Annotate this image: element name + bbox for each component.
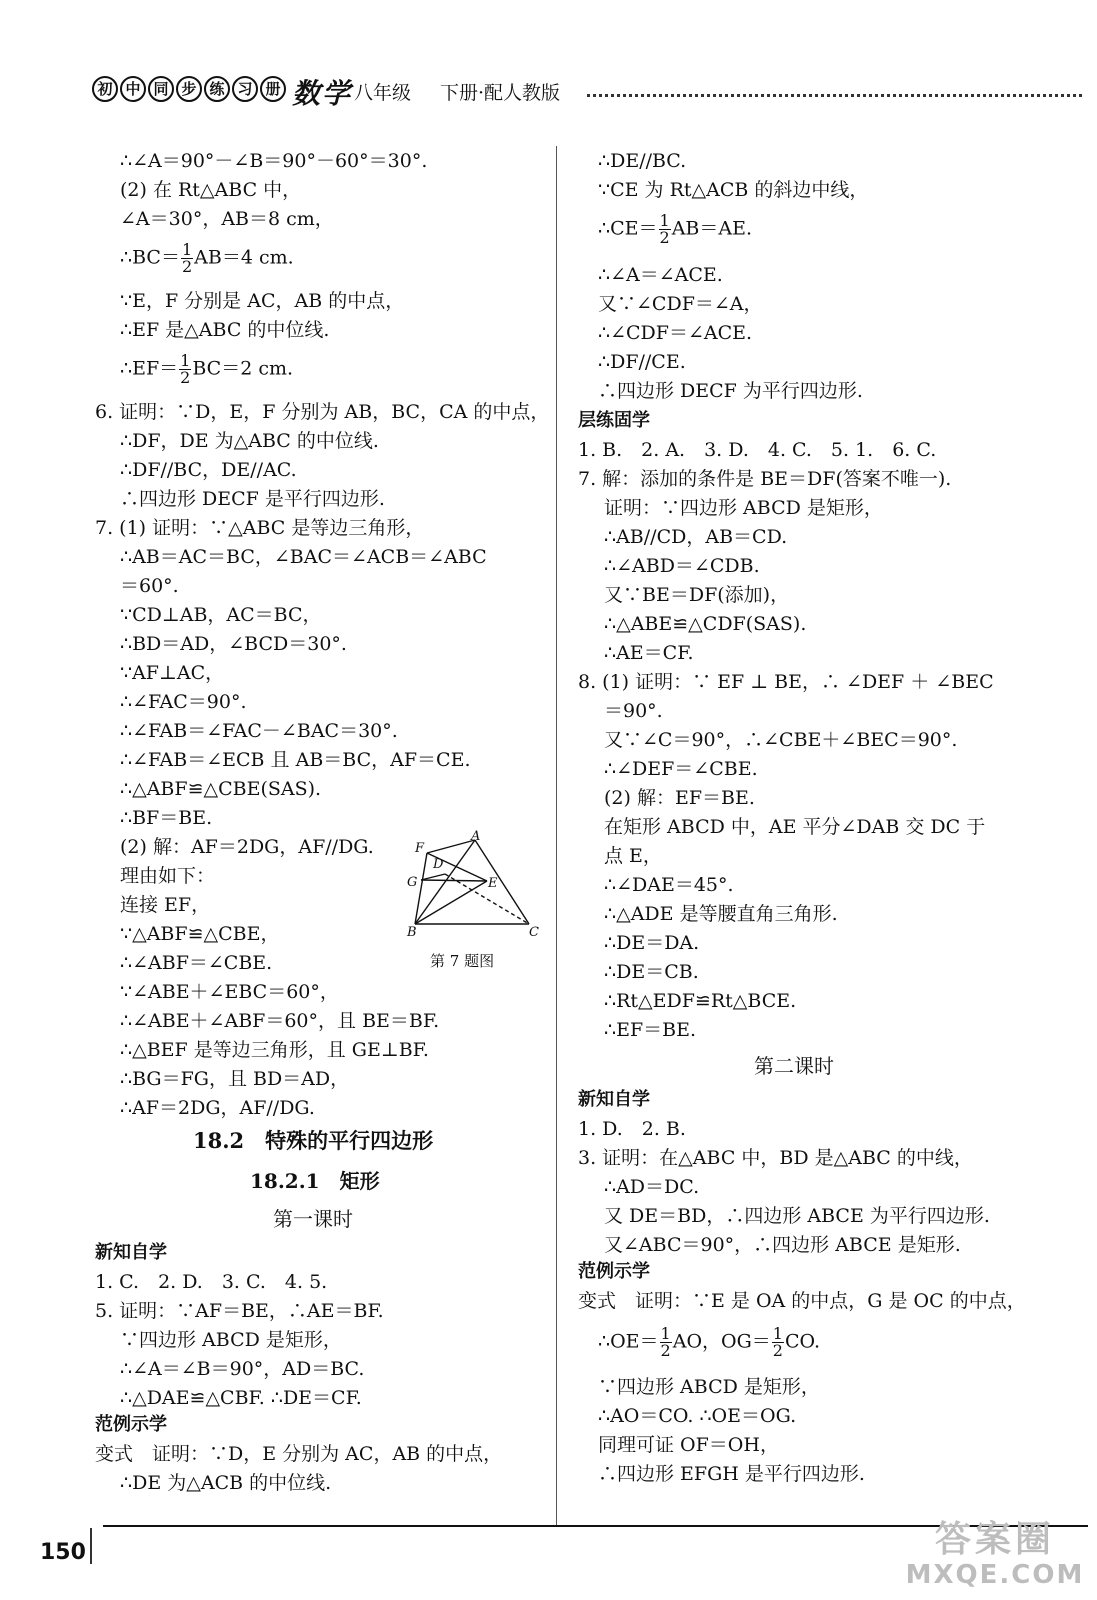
- page-header: [92, 74, 1082, 110]
- watermark-text: 答案圈: [934, 1519, 1055, 1560]
- triangle-diagram: [405, 830, 545, 945]
- text-line: 变式 证明：∵E 是 OA 的中点，G 是 OC 的中点，: [578, 1290, 1026, 1312]
- text-line: ∴DE//BC.: [598, 150, 687, 172]
- text-segment: ∴EF＝: [120, 357, 179, 380]
- text-line: 7. 解：添加的条件是 BE＝DF(答案不唯一).: [578, 468, 952, 490]
- watermark-logo: [905, 1520, 1085, 1598]
- text-line: ∵四边形 ABCD 是矩形，: [120, 1329, 342, 1351]
- denominator: 2: [180, 368, 191, 387]
- page-number: 150: [40, 1540, 86, 1565]
- lesson-title: 第二课时: [754, 1054, 834, 1078]
- series-title: [92, 76, 286, 102]
- text-line: ∴∠ABD＝∠CDB.: [604, 555, 760, 577]
- text-line: 又∵∠C＝90°，∴∠CBE＋∠BEC＝90°.: [604, 729, 958, 751]
- numerator: 1: [772, 1324, 783, 1343]
- text-line: ∴△ADE 是等腰直角三角形.: [604, 903, 838, 925]
- text-line: ∴AD＝DC.: [604, 1176, 700, 1198]
- text-segment: CO.: [784, 1330, 821, 1353]
- text-segment: ∴BC＝: [120, 246, 180, 269]
- text-line: ∴BD＝AD，∠BCD＝30°.: [120, 633, 347, 655]
- text-line: 证明：∵四边形 ABCD 是矩形，: [604, 497, 883, 519]
- header-dotted-rule: [587, 94, 1082, 97]
- text-line: ∴∠FAB＝∠ECB 且 AB＝BC，AF＝CE.: [120, 749, 471, 771]
- series-char: 同: [148, 76, 174, 102]
- text-line: ∵CD⊥AB，AC＝BC，: [120, 604, 322, 626]
- text-segment: BC＝2 cm.: [192, 357, 294, 380]
- text-line: ∴∠ABF＝∠CBE.: [120, 952, 273, 974]
- fraction: [181, 242, 193, 275]
- text-line: ∴DF//BC，DE//AC.: [120, 459, 297, 481]
- text-line: ∴AF＝2DG，AF//DG.: [120, 1097, 315, 1119]
- text-line: ∴Rt△EDF≌Rt△BCE.: [604, 990, 797, 1012]
- text-line: ∴EF 是△ABC 的中位线.: [120, 319, 330, 341]
- text-line: ∴EF＝BE.: [604, 1019, 697, 1041]
- text-line: ∴∠A＝90°－∠B＝90°－60°＝30°.: [120, 150, 428, 172]
- edition-label: 下册·配人教版: [440, 82, 561, 104]
- text-line: 1. B. 2. A. 3. D. 4. C. 5. 1. 6. C.: [578, 439, 937, 461]
- text-line: 在矩形 ABCD 中，AE 平分∠DAB 交 DC 于: [604, 816, 986, 838]
- label-f: F: [415, 841, 425, 856]
- formula-line: [120, 353, 293, 386]
- text-segment: ∴OE＝: [598, 1330, 659, 1353]
- text-segment: AO，OG＝: [672, 1330, 771, 1353]
- segment-be: [415, 881, 487, 924]
- text-line: ∵AF⊥AC，: [120, 662, 225, 684]
- text-line: ∴∠FAB＝∠FAC－∠BAC＝30°.: [120, 720, 398, 742]
- text-line: ∴四边形 DECF 是平行四边形.: [120, 488, 385, 510]
- formula-line: [120, 242, 294, 275]
- text-line: ∴DE 为△ACB 的中位线.: [120, 1472, 332, 1494]
- grade-label: 八年级: [354, 82, 412, 104]
- series-char: 初: [92, 76, 118, 102]
- fraction: [659, 213, 671, 246]
- text-line: ∴△DAE≌△CBF. ∴DE＝CF.: [120, 1387, 362, 1409]
- text-line: ＝90°.: [604, 700, 663, 722]
- label-e: E: [488, 876, 498, 891]
- text-line: ∠A＝30°，AB＝8 cm，: [120, 208, 334, 230]
- text-segment: AB＝4 cm.: [194, 246, 294, 269]
- text-line: ∵△ABF≌△CBE，: [120, 923, 280, 945]
- label-d: D: [433, 857, 444, 872]
- text-line: ∴∠FAC＝90°.: [120, 691, 247, 713]
- text-line: 同理可证 OF＝OH，: [598, 1434, 779, 1456]
- section-label: 新知自学: [95, 1242, 167, 1263]
- text-line: 连接 EF，: [120, 894, 211, 916]
- text-line: ＝60°.: [120, 575, 179, 597]
- text-line: ∵E，F 分别是 AC，AB 的中点，: [120, 290, 405, 312]
- fraction: [660, 1326, 672, 1359]
- text-line: ∴DF//CE.: [598, 351, 686, 373]
- lesson-title: 第一课时: [273, 1207, 353, 1231]
- geometry-figure: [405, 830, 545, 945]
- watermark-url: MXQE.COM: [905, 1560, 1085, 1590]
- label-c: C: [529, 925, 539, 940]
- text-line: 7. (1) 证明：∵△ABC 是等边三角形，: [95, 517, 425, 539]
- section-label: 范例示学: [578, 1261, 650, 1282]
- side-ac: [475, 840, 529, 924]
- footer-margin-mark: [90, 1528, 102, 1564]
- text-line: ∴BF＝BE.: [120, 807, 213, 829]
- series-char: 册: [260, 76, 286, 102]
- subsection-title: 18.2.1 矩形: [250, 1169, 380, 1193]
- label-a: A: [471, 830, 481, 844]
- text-line: ∴△ABF≌△CBE(SAS).: [120, 778, 322, 800]
- text-line: ∴△ABE≌△CDF(SAS).: [604, 613, 807, 635]
- text-line: 5. 证明：∵AF＝BE，∴AE＝BF.: [95, 1300, 384, 1322]
- numerator: 1: [660, 1324, 671, 1343]
- text-line: 6. 证明：∵D，E，F 分别为 AB，BC，CA 的中点，: [95, 401, 550, 423]
- text-line: 1. D. 2. B.: [578, 1118, 686, 1140]
- section-label: 新知自学: [578, 1089, 650, 1110]
- text-line: 点 E，: [604, 845, 662, 867]
- text-line: ∴∠DEF＝∠CBE.: [604, 758, 758, 780]
- text-line: ∵四边形 ABCD 是矩形，: [598, 1376, 820, 1398]
- figure-caption: 第 7 题图: [430, 952, 495, 970]
- fraction: [772, 1326, 784, 1359]
- text-line: 8. (1) 证明：∵ EF ⊥ BE，∴ ∠DEF ＋ ∠BEC: [578, 671, 994, 693]
- text-line: ∴DE＝CB.: [604, 961, 699, 983]
- text-line: ∴AE＝CF.: [604, 642, 694, 664]
- series-char: 中: [120, 76, 146, 102]
- text-line: ∴DF，DE 为△ABC 的中位线.: [120, 430, 379, 452]
- numerator: 1: [181, 240, 193, 259]
- text-line: 又∠ABC＝90°，∴四边形 ABCE 是矩形.: [604, 1234, 961, 1256]
- text-line: ∴AB＝AC＝BC，∠BAC＝∠ACB＝∠ABC: [120, 546, 487, 568]
- formula-line: [598, 1326, 820, 1359]
- text-line: ∴四边形 EFGH 是平行四边形.: [598, 1463, 865, 1485]
- text-line: ∵CE 为 Rt△ACB 的斜边中线，: [598, 179, 869, 201]
- section-title: 18.2 特殊的平行四边形: [193, 1128, 434, 1153]
- text-line: 理由如下：: [120, 865, 216, 887]
- series-char: 习: [232, 76, 258, 102]
- denominator: 2: [660, 1341, 671, 1360]
- text-line: (2) 在 Rt△ABC 中，: [120, 179, 302, 201]
- text-line: 1. C. 2. D. 3. C. 4. 5.: [95, 1271, 328, 1293]
- numerator: 1: [180, 351, 191, 370]
- numerator: 1: [659, 211, 670, 230]
- section-label: 范例示学: [95, 1414, 167, 1435]
- label-b: B: [407, 925, 417, 940]
- denominator: 2: [659, 228, 670, 247]
- text-line: ∴∠CDF＝∠ACE.: [598, 322, 753, 344]
- text-line: 又∵BE＝DF(添加)，: [604, 584, 790, 606]
- text-line: ∴AO＝CO. ∴OE＝OG.: [598, 1405, 797, 1427]
- text-line: ∴AB//CD，AB＝CD.: [604, 526, 788, 548]
- text-line: ∴∠ABE＋∠ABF＝60°，且 BE＝BF.: [120, 1010, 440, 1032]
- segment-gd: [421, 874, 445, 880]
- column-divider: [556, 146, 557, 1526]
- label-g: G: [407, 875, 418, 890]
- text-line: ∴∠A＝∠B＝90°，AD＝BC.: [120, 1358, 365, 1380]
- text-line: ∴△BEF 是等边三角形，且 GE⊥BF.: [120, 1039, 429, 1061]
- text-line: ∴DE＝DA.: [604, 932, 700, 954]
- series-char: 步: [176, 76, 202, 102]
- denominator: 2: [181, 257, 193, 276]
- subject-title: 数学: [292, 77, 353, 110]
- text-line: ∴∠A＝∠ACE.: [598, 264, 723, 286]
- text-line: 变式 证明：∵D，E 分别为 AC，AB 的中点，: [95, 1443, 503, 1465]
- text-line: ∴BG＝FG，且 BD＝AD，: [120, 1068, 350, 1090]
- text-segment: AB＝AE.: [671, 217, 753, 240]
- text-line: ∴四边形 DECF 为平行四边形.: [598, 380, 863, 402]
- text-line: ∴∠DAE＝45°.: [604, 874, 734, 896]
- denominator: 2: [772, 1341, 783, 1360]
- fraction: [179, 353, 191, 386]
- text-segment: ∴CE＝: [598, 217, 658, 240]
- text-line: (2) 解：AF＝2DG，AF//DG.: [120, 836, 374, 858]
- section-label: 层练固学: [578, 410, 650, 431]
- series-char: 练: [204, 76, 230, 102]
- text-line: 3. 证明：在△ABC 中，BD 是△ABC 的中线，: [578, 1147, 973, 1169]
- text-line: (2) 解：EF＝BE.: [604, 787, 755, 809]
- text-line: 又 DE＝BD，∴四边形 ABCE 为平行四边形.: [604, 1205, 990, 1227]
- formula-line: [598, 213, 752, 246]
- text-line: 又∵∠CDF＝∠A，: [598, 293, 763, 315]
- text-line: ∵∠ABE＋∠EBC＝60°，: [120, 981, 339, 1003]
